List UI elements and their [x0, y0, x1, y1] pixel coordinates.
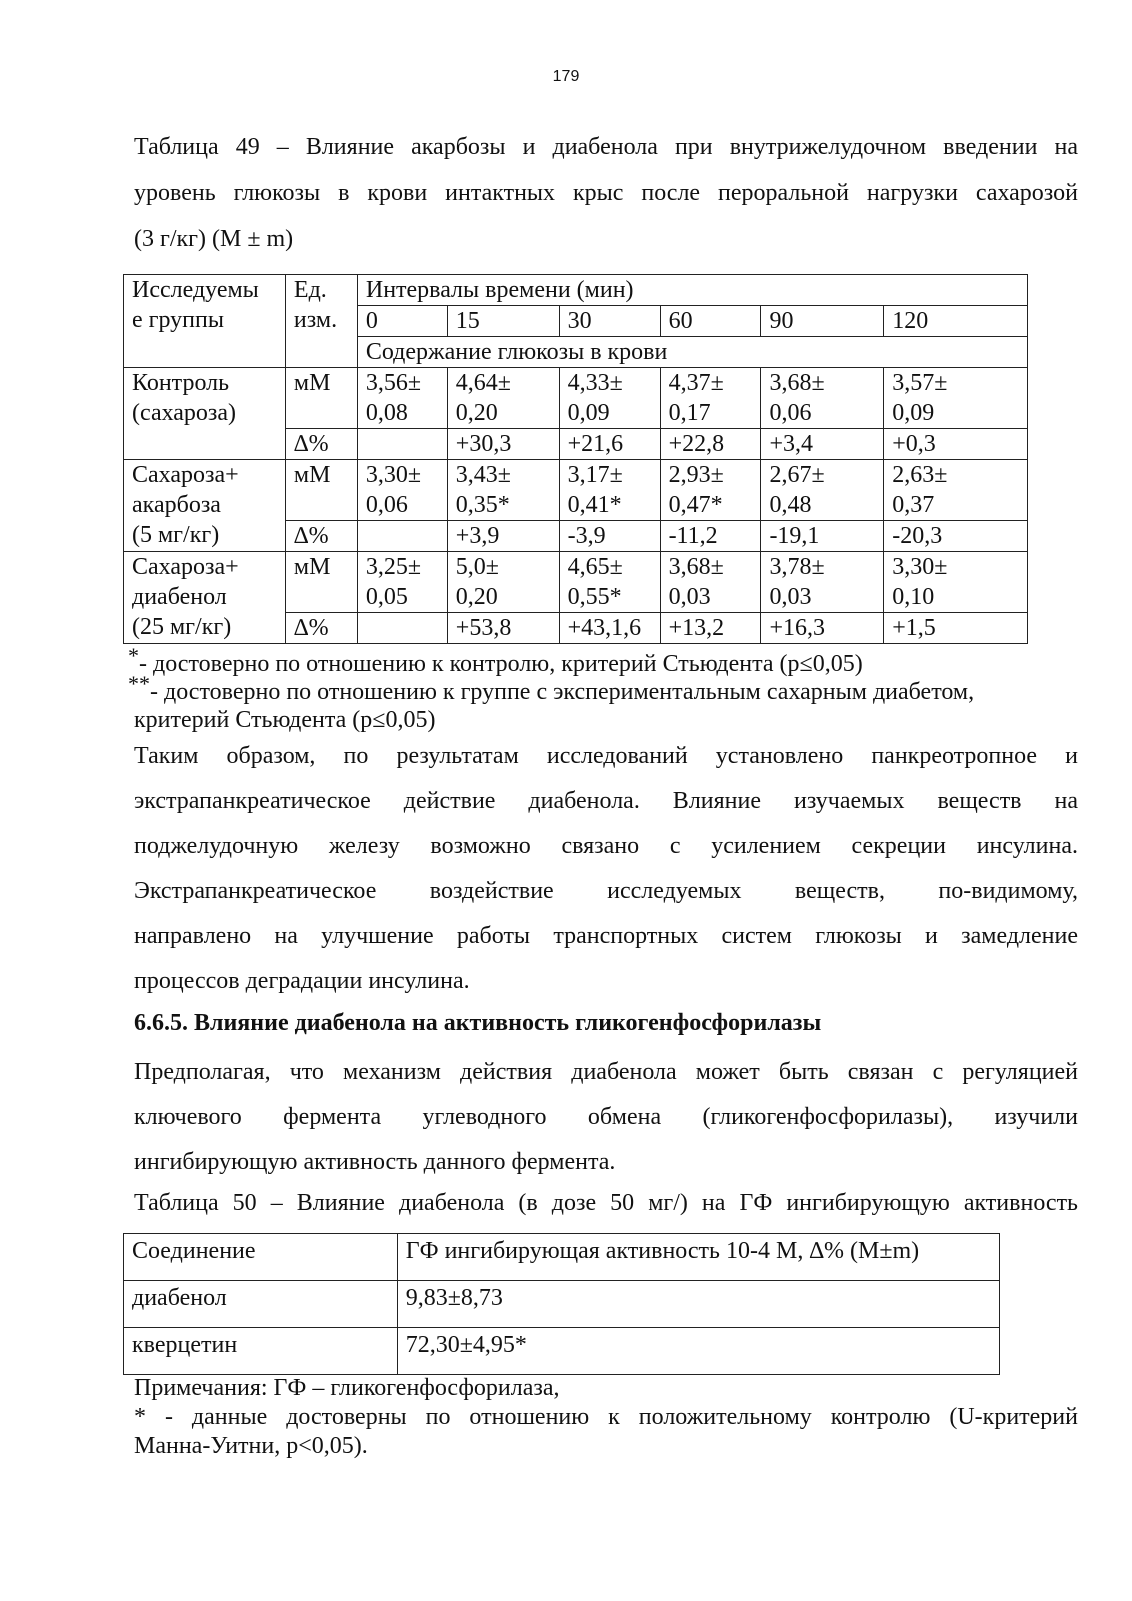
value-cell: 3,78± 0,03: [761, 552, 884, 613]
caption-line: (3 г/кг) (M ± m): [134, 226, 294, 252]
pct-cell: +21,6: [559, 429, 660, 460]
group-name-cell: Сахароза+ диабенол (25 мг/кг): [124, 552, 286, 644]
pct-cell: +13,2: [660, 613, 761, 644]
unit-cell: мМ: [285, 368, 357, 429]
section-heading: 6.6.5. Влияние диабенола на активность гликогенфосфорилазы: [134, 1010, 822, 1036]
group-name-cell: Сахароза+ акарбоза (5 мг/кг): [124, 460, 286, 552]
pct-cell: [357, 429, 447, 460]
note-line: *- достоверно по отношению к контролю, критерий Стьюдента (p≤0,05): [128, 643, 863, 677]
pct-cell: [357, 521, 447, 552]
value-cell: 3,56± 0,08: [357, 368, 447, 429]
compound-cell: диабенол: [124, 1281, 398, 1328]
table-row: [124, 460, 1028, 521]
unit-cell: ∆%: [285, 429, 357, 460]
note-line: * - данные достоверны по отношению к положительному контролю (U-критерий: [134, 1404, 1078, 1430]
table49-caption: [134, 124, 1078, 262]
table-row: [124, 1328, 1000, 1375]
pct-cell: +22,8: [660, 429, 761, 460]
value-cell: 4,65± 0,55*: [559, 552, 660, 613]
value-cell: 2,63± 0,37: [884, 460, 1028, 521]
unit-cell: мМ: [285, 552, 357, 613]
pct-cell: +0,3: [884, 429, 1028, 460]
double-asterisk-mark: **: [128, 671, 150, 696]
paragraph-line: ингибирующую активность данного фермента.: [134, 1149, 616, 1175]
caption-line: Таблица 50 – Влияние диабенола (в дозе 50 мг/) на ГФ ингибирующую активность: [134, 1190, 1078, 1216]
unit-cell: ∆%: [285, 613, 357, 644]
table50-notes: [134, 1374, 1078, 1461]
value-cell: 5,0± 0,20: [447, 552, 559, 613]
header-groups: Исследуемы е группы: [124, 275, 286, 368]
section-paragraph: [134, 1050, 1078, 1185]
paragraph-line: процессов деградации инсулина.: [134, 968, 470, 994]
pct-cell: -19,1: [761, 521, 884, 552]
table-row: [124, 368, 1028, 429]
activity-cell: 72,30±4,95*: [397, 1328, 999, 1375]
pct-cell: -20,3: [884, 521, 1028, 552]
value-cell: 3,43± 0,35*: [447, 460, 559, 521]
paragraph-line: экстрапанкреатическое действие диабенола. Влияние изучаемых веществ на: [134, 788, 1078, 814]
activity-cell: 9,83±8,73: [397, 1281, 999, 1328]
value-cell: 2,93± 0,47*: [660, 460, 761, 521]
page-number: 179: [552, 68, 580, 85]
pct-cell: +53,8: [447, 613, 559, 644]
header-intervals: Интервалы времени (мин): [357, 275, 1027, 306]
value-cell: 4,64± 0,20: [447, 368, 559, 429]
header-unit: Ед. изм.: [285, 275, 357, 368]
note-line: критерий Стьюдента (p≤0,05): [134, 707, 436, 733]
pct-cell: +30,3: [447, 429, 559, 460]
header-time: 0: [357, 306, 447, 337]
conclusion-paragraph: [134, 734, 1078, 1004]
header-activity: ГФ ингибирующая активность 10-4 М, ∆% (M±m): [397, 1234, 999, 1281]
header-time: 90: [761, 306, 884, 337]
asterisk-mark: *: [128, 643, 139, 668]
note-line: **- достоверно по отношению к группе с экспериментальным сахарным диабетом,: [128, 671, 975, 705]
table-50: [123, 1233, 1000, 1375]
header-time: 120: [884, 306, 1028, 337]
pct-cell: +3,4: [761, 429, 884, 460]
table-row: [124, 552, 1028, 613]
header-time: 60: [660, 306, 761, 337]
value-cell: 4,37± 0,17: [660, 368, 761, 429]
table-header-row: [124, 275, 1028, 306]
unit-cell: ∆%: [285, 521, 357, 552]
value-cell: 2,67± 0,48: [761, 460, 884, 521]
header-time: 30: [559, 306, 660, 337]
paragraph-line: Экстрапанкреатическое воздействие исследуемых веществ, по-видимому,: [134, 878, 1078, 904]
unit-cell: мМ: [285, 460, 357, 521]
paragraph-line: поджелудочную железу возможно связано с усилением секреции инсулина.: [134, 833, 1078, 859]
table-49: [123, 274, 1028, 644]
pct-cell: +3,9: [447, 521, 559, 552]
caption-line: уровень глюкозы в крови интактных крыс после пероральной нагрузки сахарозой: [134, 180, 1078, 206]
pct-cell: +1,5: [884, 613, 1028, 644]
pct-cell: +43,1,6: [559, 613, 660, 644]
table50-caption: [134, 1185, 1078, 1221]
note-line: Примечания: ГФ – гликогенфосфорилаза,: [134, 1375, 560, 1401]
value-cell: 3,25± 0,05: [357, 552, 447, 613]
caption-line: Таблица 49 – Влияние акарбозы и диабенола при внутрижелудочном введении на: [134, 134, 1078, 160]
value-cell: 3,68± 0,06: [761, 368, 884, 429]
value-cell: 3,57± 0,09: [884, 368, 1028, 429]
note-line: Манна-Уитни, р<0,05).: [134, 1433, 368, 1459]
paragraph-line: ключевого фермента углеводного обмена (гликогенфосфорилазы), изучили: [134, 1104, 1078, 1130]
group-name-cell: Контроль (сахароза): [124, 368, 286, 460]
table-row: [124, 1281, 1000, 1328]
value-cell: 3,17± 0,41*: [559, 460, 660, 521]
header-time: 15: [447, 306, 559, 337]
table-header-row: [124, 1234, 1000, 1281]
pct-cell: -11,2: [660, 521, 761, 552]
pct-cell: [357, 613, 447, 644]
value-cell: 3,68± 0,03: [660, 552, 761, 613]
table49-notes: [128, 643, 1078, 734]
value-cell: 3,30± 0,10: [884, 552, 1028, 613]
header-glucose: Содержание глюкозы в крови: [357, 337, 1027, 368]
paragraph-line: Таким образом, по результатам исследований установлено панкреотропное и: [134, 743, 1078, 769]
header-compound: Соединение: [124, 1234, 398, 1281]
compound-cell: кверцетин: [124, 1328, 398, 1375]
pct-cell: +16,3: [761, 613, 884, 644]
value-cell: 4,33± 0,09: [559, 368, 660, 429]
paragraph-line: Предполагая, что механизм действия диабенола может быть связан с регуляцией: [134, 1059, 1078, 1085]
paragraph-line: направлено на улучшение работы транспортных систем глюкозы и замедление: [134, 923, 1078, 949]
pct-cell: -3,9: [559, 521, 660, 552]
value-cell: 3,30± 0,06: [357, 460, 447, 521]
